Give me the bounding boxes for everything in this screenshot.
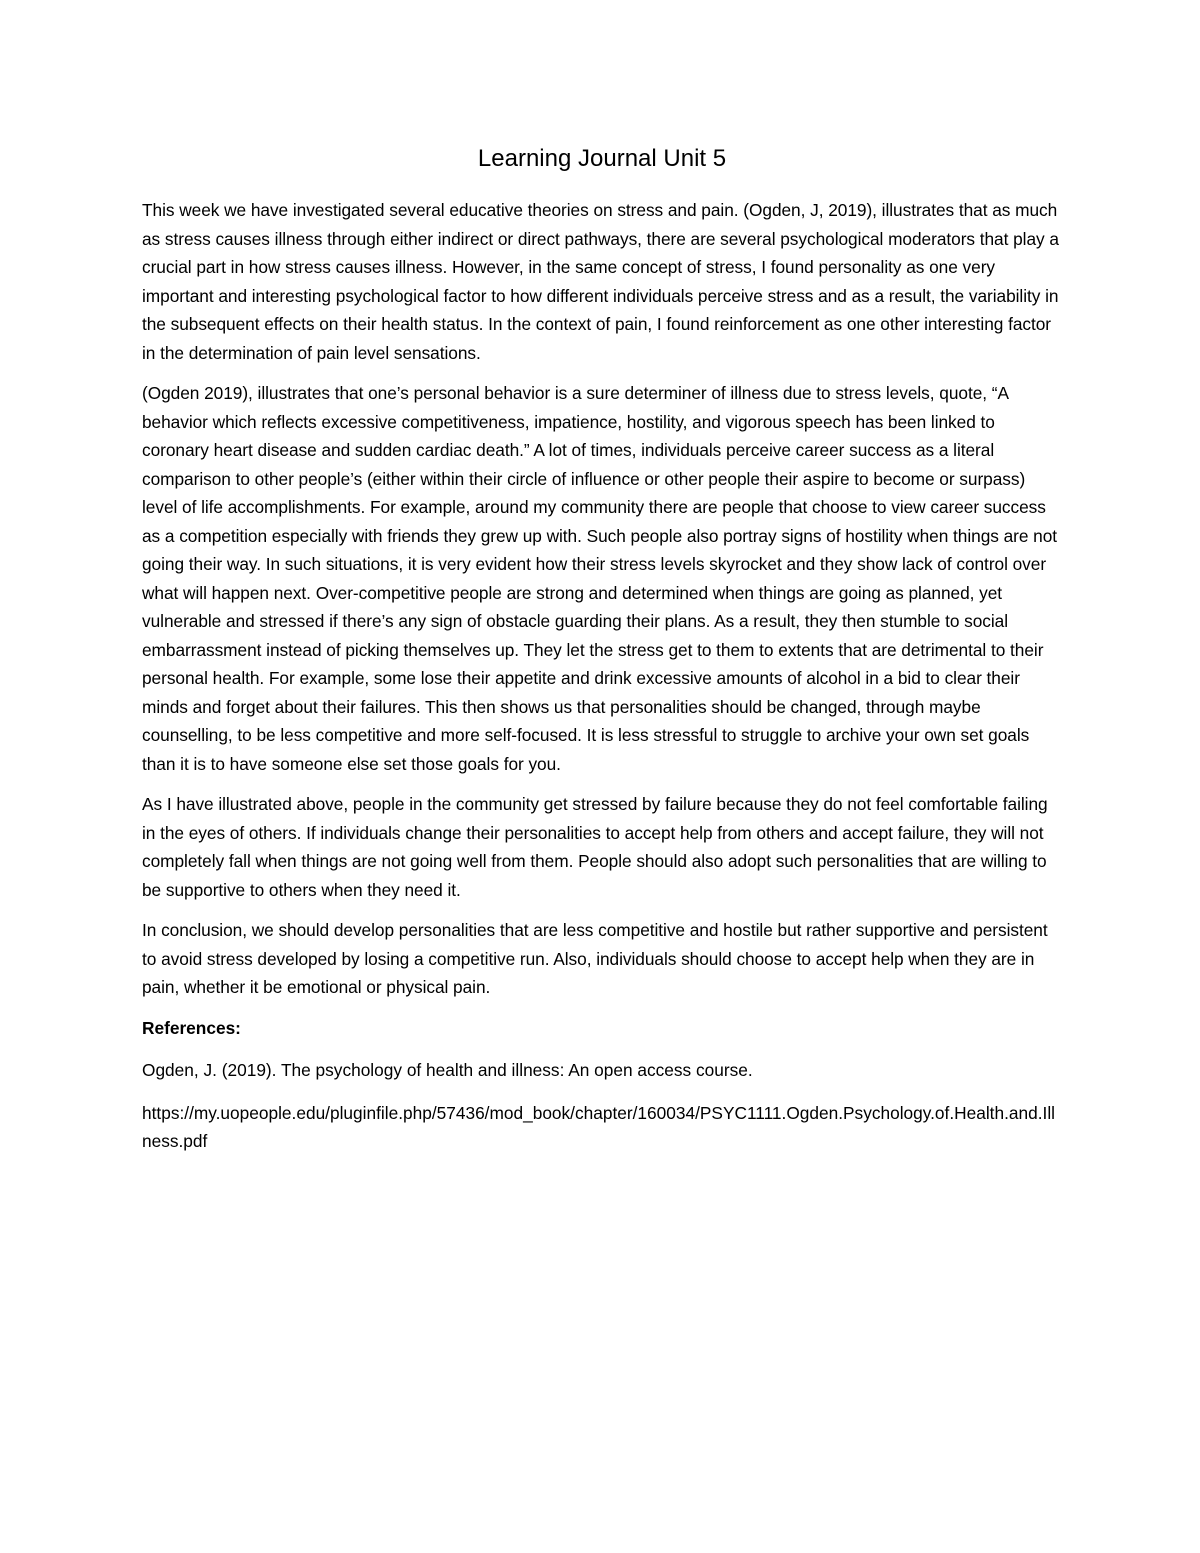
document-title: Learning Journal Unit 5 [477,145,727,172]
paragraph-community: As I have illustrated above, people in the community get stressed by failure because they do not feel comfortable failing in the eyes of others. If individuals change their personalities to accept help from others and accept failure, they will not completely fall when things are not going well from them. People should also adopt such personalities that are willing to be supportive to others when they need it. [142,794,1048,900]
paragraph-intro: This week we have investigated several educative theories on stress and pain. (Ogden, J, 2019), illustrates that as much as stress causes illness through either indirect or direct pathways, there are several psychological moderators that play a crucial part in how stress causes illness. However, in the same concept of stress, I found personality as one very important and interesting psychological factor to how different individuals perceive stress and as a result, the variability in the subsequent effects on their health status. In the context of pain, I found reinforcement as one other interesting factor in the determination of pain level sensations. [142,200,1059,363]
paragraph-behavior: (Ogden 2019), illustrates that one’s personal behavior is a sure determiner of illness due to stress levels, quote, “A behavior which reflects excessive competitiveness, impatience, hostility, and vigorous speech has been linked to coronary heart disease and sudden cardiac death.” A lot of times, individuals perceive career success as a literal comparison to other people’s (either within their circle of influence or other people their aspire to become or surpass) level of life accomplishments. For example, around my community there are people that choose to view career success as a competition especially with friends they grew up with. Such people also portray signs of hostility when things are not going their way. In such situations, it is very evident how their stress levels skyrocket and they show lack of control over what will happen next. Over-competitive people are strong and determined when things are going as planned, yet vulnerable and stressed if there’s any sign of obstacle guarding their plans. As a result, they then stumble to social embarrassment instead of picking themselves up. They let the stress get to them to extents that are detrimental to their personal health. For example, some lose their appetite and drink excessive amounts of alcohol in a bid to clear their minds and forget about their failures. This then shows us that personalities should be changed, through maybe counselling, to be less competitive and more self-focused. It is less stressful to struggle to archive your own set goals than it is to have someone else set those goals for you. [142,383,1058,774]
document-body [142,142,1062,1156]
paragraph-conclusion: In conclusion, we should develop personalities that are less competitive and hostile but rather supportive and persistent to avoid stress developed by losing a competitive run. Also, individuals should choose to accept help when they are in pain, whether it be emotional or physical pain. [142,920,1048,997]
reference-url: https://my.uopeople.edu/pluginfile.php/57436/mod_book/chapter/160034/PSYC1111.Ogden.Psychology.of.Health.and.Illness.pdf [142,1102,1056,1151]
reference-citation: Ogden, J. (2019). The psychology of health and illness: An open access course. [142,1060,753,1080]
references-heading: References: [142,1017,241,1038]
